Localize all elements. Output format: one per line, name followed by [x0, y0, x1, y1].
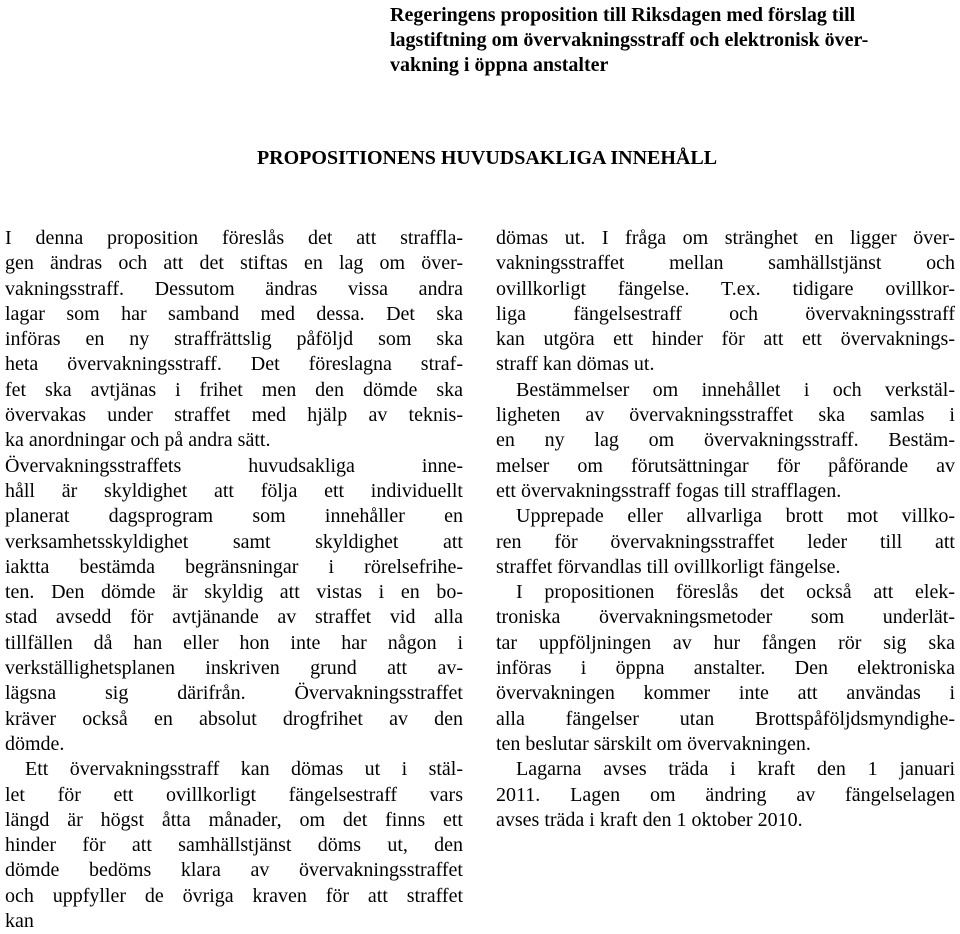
- text-line: 2011. Lagen om ändring av fängelselagen: [496, 783, 955, 806]
- text-line: let för ett ovillkorligt fängelsestraff vars: [5, 783, 463, 806]
- title-line: vakning i öppna anstalter: [390, 54, 609, 76]
- text-line: heta övervakningsstraff. Det föreslagna straf-: [5, 353, 463, 376]
- text-line: ovillkorligt fängelse. T.ex. tidigare ovillkor-: [496, 277, 955, 300]
- text-line: ligheten av övervakningsstraffet ska samlas i: [496, 404, 955, 427]
- text-line: längd är högst åtta månader, om det finns ett: [5, 808, 463, 831]
- text-line: straff kan dömas ut.: [496, 353, 655, 376]
- text-line: verkställighetsplanen inskriven grund att av-: [5, 657, 463, 680]
- text-line: straffet förvandlas till ovillkorligt fängelse.: [496, 555, 841, 578]
- text-line: ka anordningar och på andra sätt.: [5, 429, 271, 452]
- text-line: håll är skyldighet att följa ett individuellt: [5, 479, 463, 502]
- text-line: fet ska avtjänas i frihet men den dömde ska: [5, 378, 463, 401]
- text-line: iaktta bestämda begränsningar i rörelsefrihe-: [5, 555, 463, 578]
- text-line: och uppfyller de övriga kraven för att straffet: [5, 884, 463, 907]
- document-title: [390, 3, 955, 78]
- section-heading: PROPOSITIONENS HUVUDSAKLIGA INNEHÅLL: [256, 147, 718, 169]
- left-column: [5, 226, 463, 934]
- text-line: Ett övervakningsstraff kan dömas ut i stäl-: [25, 758, 463, 781]
- text-line: ett övervakningsstraff fogas till strafflagen.: [496, 479, 842, 502]
- text-line: avses träda i kraft den 1 oktober 2010.: [496, 808, 803, 831]
- text-line: dömas ut. I fråga om stränghet en ligger över-: [496, 227, 955, 249]
- text-line: melser om förutsättningar för påförande av: [496, 454, 955, 477]
- right-column: [496, 226, 955, 833]
- text-line: vakningsstraffet mellan samhällstjänst och: [496, 252, 955, 275]
- text-line: Övervakningsstraffets huvudsakliga inne-: [5, 454, 463, 477]
- text-line: en ny lag om övervakningsstraff. Bestäm-: [496, 429, 955, 452]
- text-line: införas i öppna anstalter. Den elektroniska: [496, 657, 955, 680]
- text-line: gen ändras och att det stiftas en lag om över-: [5, 252, 463, 275]
- text-line: alla fängelser utan Brottspåföljdsmyndighe-: [496, 707, 955, 730]
- text-line: troniska övervakningsmetoder som underlät-: [496, 606, 955, 629]
- text-line: övervakningen kommer inte att användas i: [496, 682, 955, 705]
- text-line: dömde bedöms klara av övervakningsstraffet: [5, 859, 463, 882]
- title-line: Regeringens proposition till Riksdagen med förslag till: [390, 4, 856, 26]
- text-line: Upprepade eller allvarliga brott mot villko-: [516, 505, 955, 528]
- text-line: ten beslutar särskilt om övervakningen.: [496, 732, 811, 755]
- text-line: införas en ny straffrättslig påföljd som ska: [5, 328, 463, 351]
- text-line: dömde.: [5, 732, 65, 755]
- text-line: lägsna sig därifrån. Övervakningsstraffet: [5, 682, 463, 705]
- text-line: I denna proposition föreslås det att strafflа-: [5, 227, 463, 249]
- text-line: övervakas under straffet med hjälp av teknis-: [5, 404, 463, 427]
- text-line: Bestämmelser om innehållet i och verkstäl-: [516, 378, 955, 401]
- text-line: vakningsstraff. Dessutom ändras vissa andra: [5, 277, 463, 300]
- text-line: hinder för att samhällstjänst döms ut, den: [5, 834, 463, 857]
- text-line: kan utgöra ett hinder för att ett övervaknings-: [496, 328, 955, 351]
- text-line: tar uppföljningen av hur fången rör sig ska: [496, 631, 955, 654]
- text-line: ren för övervakningsstraffet leder till att: [496, 530, 955, 553]
- text-line: I propositionen föreslås det också att elek-: [516, 581, 955, 604]
- text-line: verksamhetsskyldighet samt skyldighet att: [5, 530, 463, 553]
- text-line: tillfällen då han eller hon inte har någon i: [5, 631, 463, 654]
- text-line: kan: [5, 910, 34, 933]
- text-line: ten. Den dömde är skyldig att vistas i en bo-: [5, 581, 463, 604]
- text-line: stad avsedd för avtjänande av straffet vid alla: [5, 606, 463, 629]
- title-line: lagstiftning om övervakningsstraff och elektronisk över-: [390, 29, 869, 51]
- text-line: lagar som har samband med dessa. Det ska: [5, 302, 463, 325]
- text-line: kräver också en absolut drogfrihet av den: [5, 707, 463, 730]
- text-line: liga fängelsestraff och övervakningsstraff: [496, 302, 955, 325]
- text-line: planerat dagsprogram som innehåller en: [5, 505, 463, 528]
- text-line: Lagarna avses träda i kraft den 1 januari: [516, 758, 955, 781]
